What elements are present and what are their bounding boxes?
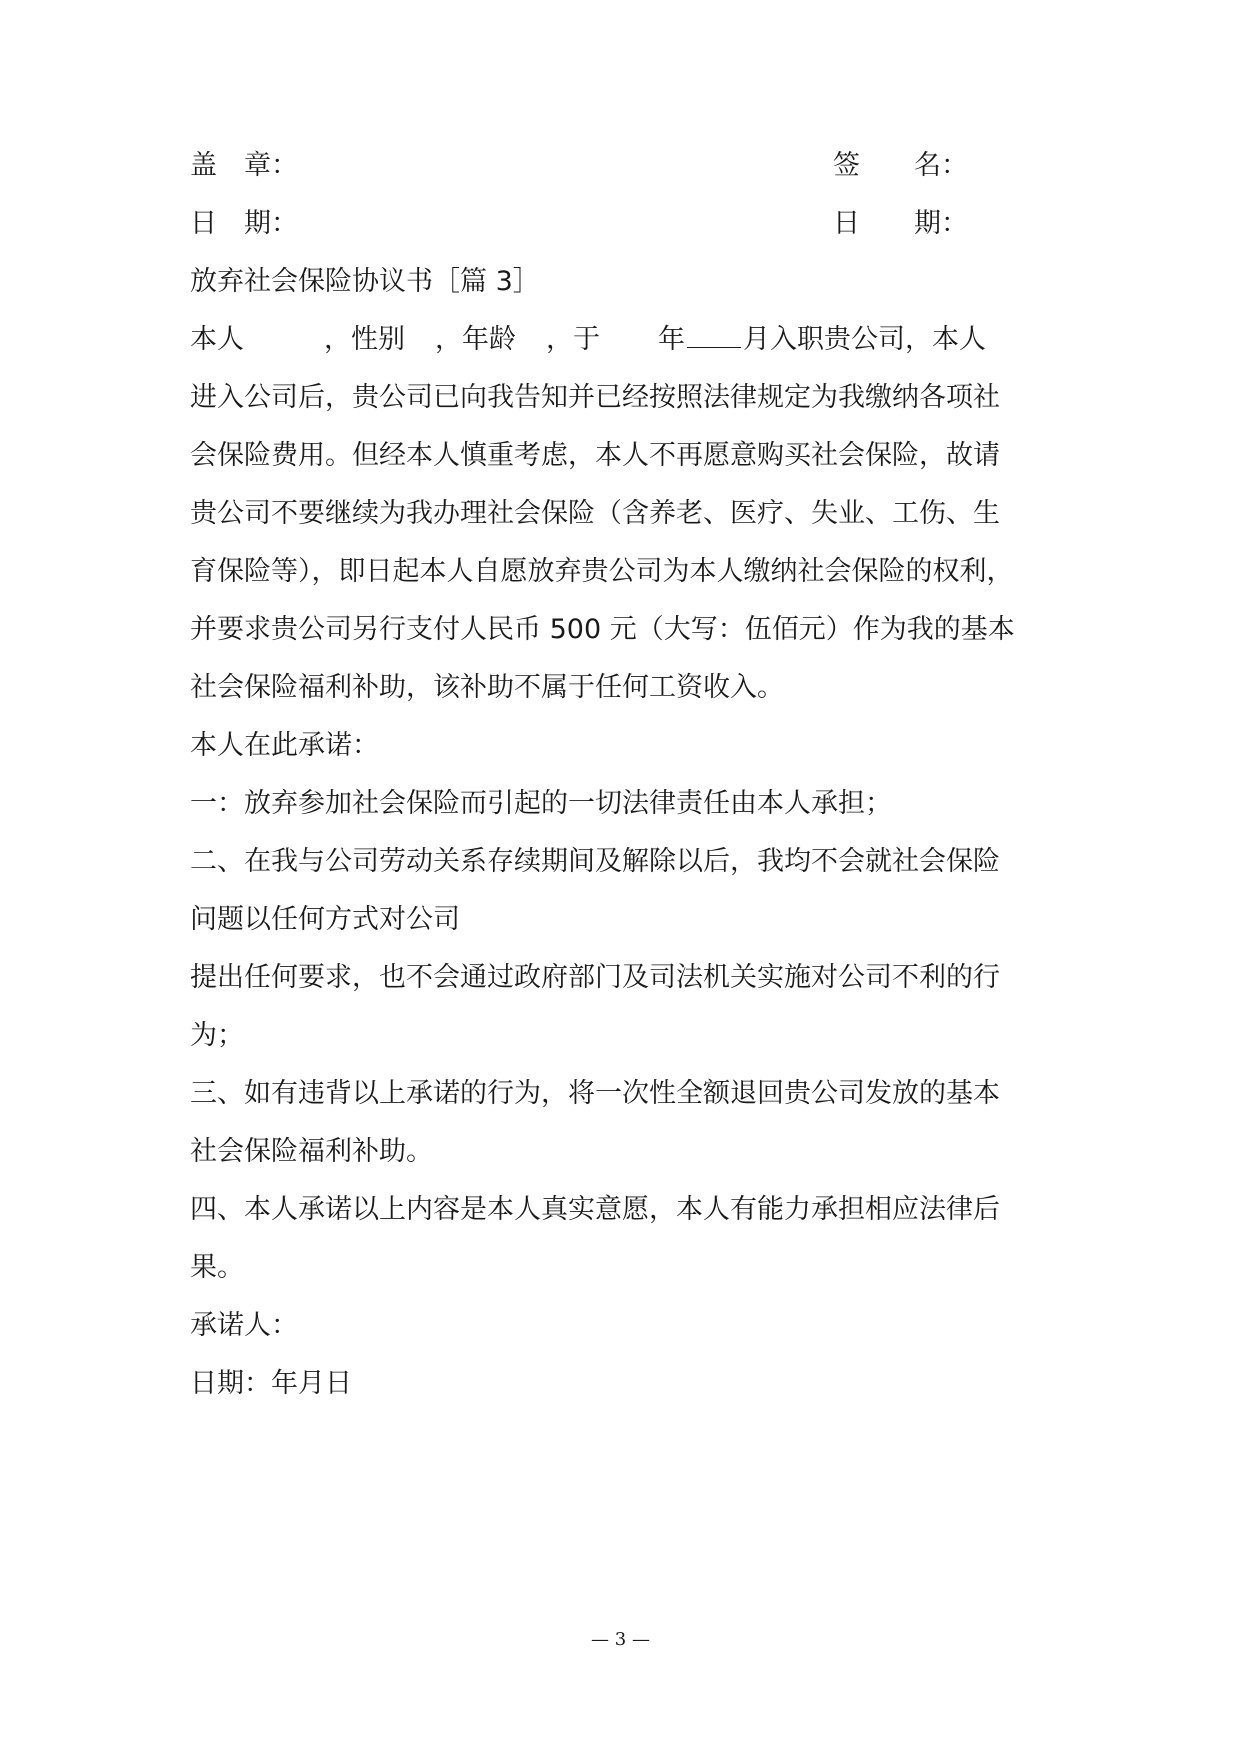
intro-age: ，年龄 [435, 324, 516, 355]
intro-month-rest: 月入职贵公司，本人 [743, 324, 986, 355]
promise-line: 果。 [190, 1252, 244, 1283]
promise-line: 为； [190, 1020, 244, 1051]
month-blank [687, 321, 741, 348]
agreement-title: 放弃社会保险协议书［篇 3］ [190, 266, 540, 297]
promise-line: 社会保险福利补助。 [190, 1136, 433, 1167]
promise-line: 问题以任何方式对公司 [190, 904, 460, 935]
body-line: 并要求贵公司另行支付人民币 500 元（大写：伍佰元）作为我的基本 [190, 614, 1015, 645]
body-line: 会保险费用。但经本人慎重考虑，本人不再愿意购买社会保险，故请 [190, 440, 1000, 471]
promise-heading: 本人在此承诺： [190, 730, 379, 761]
seal-label: 盖 章： [190, 150, 298, 181]
intro-line [190, 320, 986, 360]
date-right-label: 日 期： [833, 208, 968, 239]
page-number: — 3 — [591, 1629, 650, 1650]
body-line: 进入公司后，贵公司已向我告知并已经按照法律规定为我缴纳各项社 [190, 382, 1000, 413]
body-line: 育保险等），即日起本人自愿放弃贵公司为本人缴纳社会保险的权利， [190, 556, 1014, 587]
body-line: 贵公司不要继续为我办理社会保险（含养老、医疗、失业、工伤、生 [190, 498, 1000, 529]
promise-line: 提出任何要求，也不会通过政府部门及司法机关实施对公司不利的行 [190, 962, 1000, 993]
promise-line: 一：放弃参加社会保险而引起的一切法律责任由本人承担； [190, 788, 892, 819]
intro-at: ，于 [546, 324, 600, 355]
date-line: 日期：年月日 [190, 1368, 352, 1399]
promise-line: 二、在我与公司劳动关系存续期间及解除以后，我均不会就社会保险 [190, 846, 1000, 877]
intro-year: 年 [658, 324, 685, 355]
intro-person: 本人 [190, 324, 244, 355]
body-line: 社会保险福利补助，该补助不属于任何工资收入。 [190, 672, 784, 703]
promiser-label: 承诺人： [190, 1310, 298, 1341]
promise-line: 三、如有违背以上承诺的行为，将一次性全额退回贵公司发放的基本 [190, 1078, 1000, 1109]
date-left-label: 日 期： [190, 208, 298, 239]
intro-gender: ，性别 [324, 324, 405, 355]
promise-line: 四、本人承诺以上内容是本人真实意愿，本人有能力承担相应法律后 [190, 1194, 1000, 1225]
sign-label: 签 名： [833, 150, 968, 181]
